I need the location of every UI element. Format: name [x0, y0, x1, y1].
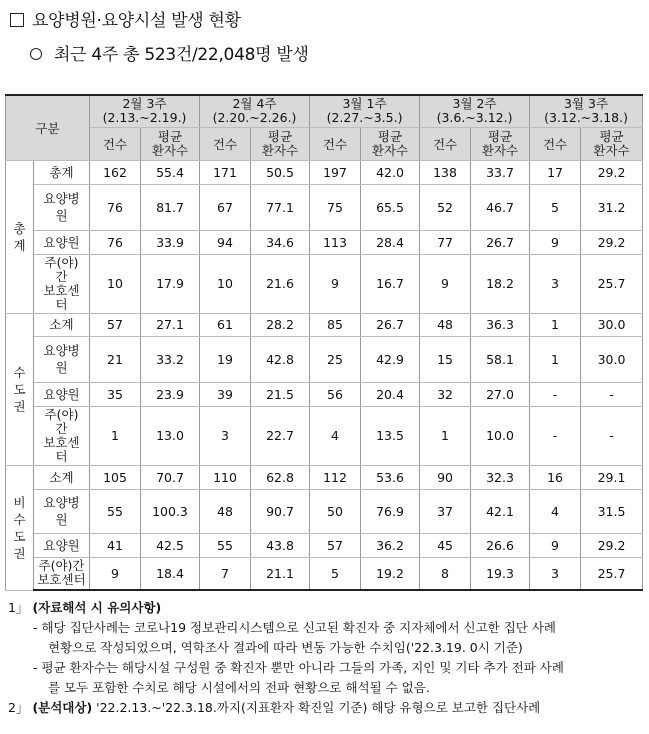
table-cell: 75: [310, 184, 361, 230]
table-cell: 26.7: [471, 230, 530, 254]
table-cell: 21.6: [251, 254, 310, 313]
table-cell: 197: [310, 160, 361, 184]
period-range: (2.27.~3.5.): [326, 110, 403, 126]
table-cell: 9: [530, 533, 581, 557]
table-cell: 41: [90, 533, 141, 557]
note-1-line: - 해당 집단사례는 코로나19 정보관리시스템으로 신고된 확진자 중 지자체에서 신고한 집단 사례: [33, 620, 556, 635]
row-label: 총계: [34, 160, 90, 184]
table-cell: 85: [310, 313, 361, 336]
period-range: (3.6.~3.12.): [436, 110, 513, 126]
table-cell: 9: [530, 230, 581, 254]
table-cell: 94: [200, 230, 251, 254]
table-cell: 45: [420, 533, 471, 557]
table-cell: 16.7: [361, 254, 420, 313]
table-cell: 16: [530, 465, 581, 489]
table-cell: 10: [90, 254, 141, 313]
table-cell: 10.0: [471, 406, 530, 465]
table-cell: 56: [310, 382, 361, 406]
table-cell: 61: [200, 313, 251, 336]
table-cell: 43.8: [251, 533, 310, 557]
table-cell: 162: [90, 160, 141, 184]
period-header: [310, 95, 420, 127]
table-cell: 77.1: [251, 184, 310, 230]
table-cell: -: [581, 382, 643, 406]
col-count-header: 건수: [420, 127, 471, 160]
table-cell: 48: [420, 313, 471, 336]
row-label: 요양병 원: [34, 184, 90, 230]
table-cell: 138: [420, 160, 471, 184]
row-label: 요양병 원: [34, 489, 90, 533]
outbreak-table: [5, 94, 643, 591]
table-cell: 28.4: [361, 230, 420, 254]
table-cell: 105: [90, 465, 141, 489]
table-cell: 50: [310, 489, 361, 533]
table-row: [6, 230, 643, 254]
table-cell: 36.3: [471, 313, 530, 336]
col-avg-header: 평균 환자수: [471, 127, 530, 160]
table-cell: 17.9: [141, 254, 200, 313]
table-cell: 58.1: [471, 336, 530, 382]
table-cell: 21.5: [251, 382, 310, 406]
table-row: [6, 313, 643, 336]
table-row: [6, 336, 643, 382]
period-range: (2.20.~2.26.): [212, 110, 297, 126]
table-cell: 34.6: [251, 230, 310, 254]
table-cell: 27.1: [141, 313, 200, 336]
table-cell: 3: [530, 557, 581, 590]
table-cell: 26.6: [471, 533, 530, 557]
table-cell: 52: [420, 184, 471, 230]
row-label: 요양원: [34, 533, 90, 557]
table-cell: 55: [200, 533, 251, 557]
table-cell: 35: [90, 382, 141, 406]
table-cell: 3: [530, 254, 581, 313]
col-avg-header: 평균 환자수: [251, 127, 310, 160]
table-cell: 1: [530, 313, 581, 336]
table-cell: 25: [310, 336, 361, 382]
table-header: [6, 95, 643, 160]
table-cell: 15: [420, 336, 471, 382]
col-avg-header: 평균 환자수: [581, 127, 643, 160]
table-cell: 29.2: [581, 230, 643, 254]
table-cell: 27.0: [471, 382, 530, 406]
table-cell: -: [530, 406, 581, 465]
table-cell: 90.7: [251, 489, 310, 533]
page-title: 요양병원·요양시설 발생 현황: [10, 6, 241, 31]
table-cell: 19.2: [361, 557, 420, 590]
table-cell: 37: [420, 489, 471, 533]
table-cell: -: [530, 382, 581, 406]
table-cell: 30.0: [581, 336, 643, 382]
table-cell: 4: [530, 489, 581, 533]
table-row: [6, 533, 643, 557]
col-count-header: 건수: [530, 127, 581, 160]
note-1-line: 를 모두 포함한 수치로 해당 시설에서의 전파 현황으로 해석될 수 없음.: [48, 680, 430, 695]
period-header: [420, 95, 530, 127]
section-label: 비 수 도 권: [6, 465, 34, 590]
table-row: [6, 160, 643, 184]
period-header: [200, 95, 310, 127]
table-cell: 36.2: [361, 533, 420, 557]
table-cell: 9: [90, 557, 141, 590]
table-cell: 22.7: [251, 406, 310, 465]
table-cell: 4: [310, 406, 361, 465]
note-1-line: 현황으로 작성되었으며, 역학조사 결과에 따라 변동 가능한 수치임('22.3.19. 0시 기준): [48, 640, 523, 655]
row-label: 소계: [34, 465, 90, 489]
row-label: 요양원: [34, 382, 90, 406]
table-cell: 90: [420, 465, 471, 489]
row-label: 주(야) 간 보호센 터: [34, 254, 90, 313]
period-header: [90, 95, 200, 127]
table-cell: 100.3: [141, 489, 200, 533]
table-row: [6, 254, 643, 313]
table-cell: 33.9: [141, 230, 200, 254]
square-bullet-icon: [10, 13, 24, 27]
table-cell: 1: [530, 336, 581, 382]
period-range: (2.13.~2.19.): [102, 110, 187, 126]
table-cell: 57: [90, 313, 141, 336]
circle-bullet-icon: [30, 48, 42, 60]
table-cell: 19: [200, 336, 251, 382]
table-cell: 23.9: [141, 382, 200, 406]
row-label: 주(야)간 보호센터: [34, 557, 90, 590]
note-2: 2」 (분석대상) '22.2.13.~'22.3.18.까지(지표환자 확진일 기준) 해당 유형으로 보고한 집단사례: [8, 700, 541, 715]
table-cell: 76: [90, 184, 141, 230]
table-cell: 39: [200, 382, 251, 406]
table-cell: 55.4: [141, 160, 200, 184]
table-cell: 26.7: [361, 313, 420, 336]
table-cell: 67: [200, 184, 251, 230]
table-cell: 42.1: [471, 489, 530, 533]
table-row: [6, 184, 643, 230]
col-count-header: 건수: [310, 127, 361, 160]
table-cell: 77: [420, 230, 471, 254]
table-cell: 18.2: [471, 254, 530, 313]
table-cell: 7: [200, 557, 251, 590]
table-cell: 110: [200, 465, 251, 489]
table-cell: 25.7: [581, 557, 643, 590]
table-cell: 29.2: [581, 533, 643, 557]
table-cell: 5: [310, 557, 361, 590]
table-cell: 55: [90, 489, 141, 533]
table-cell: 30.0: [581, 313, 643, 336]
row-label: 주(야) 간 보호센 터: [34, 406, 90, 465]
table-cell: 13.0: [141, 406, 200, 465]
col-count-header: 건수: [90, 127, 141, 160]
period-week: 3월 2주: [452, 96, 497, 112]
table-cell: 20.4: [361, 382, 420, 406]
table-cell: 48: [200, 489, 251, 533]
row-label: 요양병 원: [34, 336, 90, 382]
table-cell: 10: [200, 254, 251, 313]
period-week: 2월 3주: [122, 96, 167, 112]
table-cell: 31.2: [581, 184, 643, 230]
table-cell: 8: [420, 557, 471, 590]
table-cell: 62.8: [251, 465, 310, 489]
table-cell: 21.1: [251, 557, 310, 590]
table-cell: 9: [310, 254, 361, 313]
table-cell: 70.7: [141, 465, 200, 489]
col-avg-header: 평균 환자수: [141, 127, 200, 160]
table-cell: 46.7: [471, 184, 530, 230]
period-week: 2월 4주: [232, 96, 277, 112]
table-cell: 50.5: [251, 160, 310, 184]
table-cell: -: [581, 406, 643, 465]
table-cell: 76.9: [361, 489, 420, 533]
table-cell: 5: [530, 184, 581, 230]
table-cell: 21: [90, 336, 141, 382]
table-cell: 1: [90, 406, 141, 465]
period-header: [530, 95, 643, 127]
table-cell: 9: [420, 254, 471, 313]
table-cell: 57: [310, 533, 361, 557]
table-row: [6, 557, 643, 590]
table-cell: 1: [420, 406, 471, 465]
table-cell: 28.2: [251, 313, 310, 336]
table-cell: 53.6: [361, 465, 420, 489]
col-count-header: 건수: [200, 127, 251, 160]
row-label: 요양원: [34, 230, 90, 254]
notes: [8, 598, 644, 718]
table-cell: 32: [420, 382, 471, 406]
table-cell: 29.1: [581, 465, 643, 489]
table-row: [6, 489, 643, 533]
table-cell: 42.0: [361, 160, 420, 184]
table-cell: 42.9: [361, 336, 420, 382]
table-cell: 17: [530, 160, 581, 184]
table-cell: 18.4: [141, 557, 200, 590]
period-week: 3월 1주: [342, 96, 387, 112]
table-body: [6, 160, 643, 590]
table-cell: 171: [200, 160, 251, 184]
table-cell: 3: [200, 406, 251, 465]
table-cell: 33.7: [471, 160, 530, 184]
col-avg-header: 평균 환자수: [361, 127, 420, 160]
table-cell: 65.5: [361, 184, 420, 230]
header-corner: 구분: [6, 95, 90, 160]
table-row: [6, 465, 643, 489]
table-row: [6, 382, 643, 406]
table-row: [6, 406, 643, 465]
row-label: 소계: [34, 313, 90, 336]
section-label: 총 계: [6, 160, 34, 313]
table-cell: 19.3: [471, 557, 530, 590]
table-cell: 112: [310, 465, 361, 489]
table-cell: 42.8: [251, 336, 310, 382]
note-1-heading: 1」 (자료해석 시 유의사항): [8, 600, 162, 615]
period-week: 3월 3주: [564, 96, 609, 112]
table-cell: 42.5: [141, 533, 200, 557]
table-cell: 32.3: [471, 465, 530, 489]
table-cell: 81.7: [141, 184, 200, 230]
table-cell: 29.2: [581, 160, 643, 184]
note-1-line: - 평균 환자수는 해당시설 구성원 중 확진자 뿐만 아니라 그들의 가족, 지인 및 기타 추가 전파 사례: [33, 660, 564, 675]
period-range: (3.12.~3.18.): [544, 110, 628, 126]
table-cell: 76: [90, 230, 141, 254]
table-cell: 31.5: [581, 489, 643, 533]
table-cell: 33.2: [141, 336, 200, 382]
section-label: 수 도 권: [6, 313, 34, 465]
table-cell: 25.7: [581, 254, 643, 313]
table-cell: 13.5: [361, 406, 420, 465]
table-cell: 113: [310, 230, 361, 254]
page-subtitle: 최근 4주 총 523건/22,048명 발생: [30, 40, 309, 65]
